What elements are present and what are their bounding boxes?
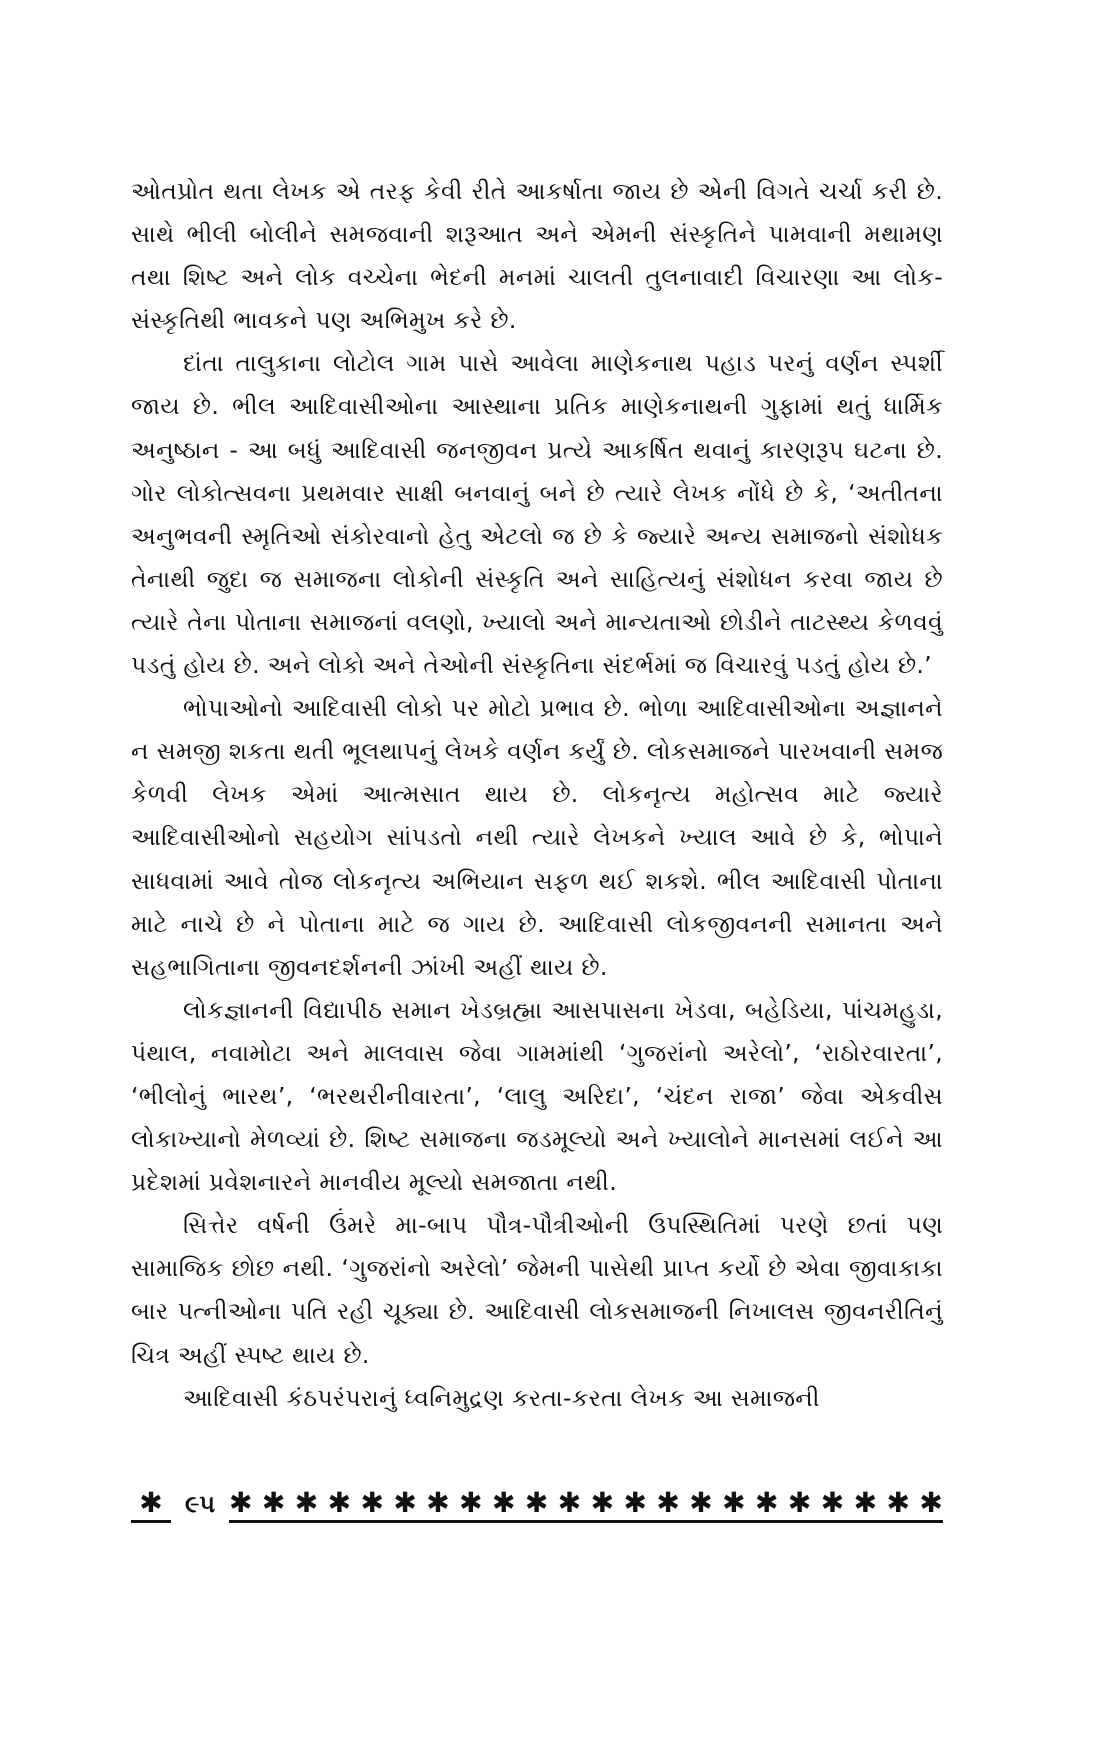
paragraph: લોકજ્ઞાનની વિદ્યાપીઠ સમાન ખેડબ્રહ્મા આસપાસના ખેડવા, બહેડિયા, પાંચમહુડા, પંથાલ, નવામોટા અને માલવાસ જેવા ગામમાંથી ‘ગુજરાંનો અરેલો’, ‘રાઠોરવારતા’, ‘ભીલોનું ભારથ’, ‘ભરથરીનીવારતા’, ‘લાલુ અરિદા’, ‘ચંદન રાજા’ જેવા એકવીસ લોકાખ્યાનો મેળવ્યાં છે. શિષ્ટ સમાજના જડમૂલ્યો અને ખ્યાલોને માનસમાં લઈને આ પ્રદેશમાં પ્રવેશનારને માનવીય મૂલ્યો સમજાતા નથી. [131,995,943,1197]
paragraph: ભોપાઓનો આદિવાસી લોકો પર મોટો પ્રભાવ છે. ભોળા આદિવાસીઓના અજ્ઞાનને ન સમજી શકતા થતી ભૂલથાપનું લેખકે વર્ણન કર્યું છે. લોકસમાજને પારખવાની સમજ કેળવી લેખક એમાં આત્મસાત થાય છે. લોકનૃત્ય મહોત્સવ માટે જ્યારે આદિવાસીઓનો સહયોગ સાંપડતો નથી ત્યારે લેખકને ખ્યાલ આવે છે કે, ભોપાને સાધવામાં આવે તોજ લોકનૃત્ય અભિયાન સફળ થઈ શકશે. ભીલ આદિવાસી પોતાના માટે નાચે છે ને પોતાના માટે જ ગાય છે. આદિવાસી લોકજીવનની સમાનતા અને સહભાગિતાના જીવનદર્શનની ઝાંખી અહીં થાય છે. [131,694,943,981]
footer-star-icon: ✱ [623,1488,647,1519]
footer-star-icon: ✱ [722,1488,746,1519]
footer-star-icon: ✱ [393,1488,417,1519]
paragraph: ઓતપ્રોત થતા લેખક એ તરફ કેવી રીતે આકર્ષાતા જાય છે એની વિગતે ચર્ચા કરી છે. સાથે ભીલી બોલીને સમજવાની શરૂઆત અને એમની સંસ્કૃતિને પામવાની મથામણ તથા શિષ્ટ અને લોક વચ્ચેના ભેદની મનમાં ચાલતી તુલનાવાદી વિચારણા આ લોક-સંસ્કૃતિથી ભાવકને પણ અભિમુખ કરે છે. [131,177,943,335]
footer-star-icon: ✱ [590,1488,615,1519]
footer-star-icon: ✱ [787,1488,812,1519]
body-text [131,170,943,1420]
footer-star-icon: ✱ [919,1488,943,1519]
footer-star-icon: ✱ [853,1488,878,1519]
footer-star-icon: ✱ [886,1488,910,1519]
footer-star-icon: ✱ [557,1488,582,1519]
footer-star-icon: ✱ [294,1488,319,1519]
paragraph: દાંતા તાલુકાના લોટોલ ગામ પાસે આવેલા માણેકનાથ પહાડ પરનું વર્ણન સ્પર્શી જાય છે. ભીલ આદિવાસીઓના આસ્થાના પ્રતિક માણેકનાથની ગુફામાં થતું ધાર્મિક અનુષ્ઠાન - આ બધું આદિવાસી જનજીવન પ્રત્યે આકર્ષિત થવાનું કારણરૂપ ઘટના છે. ગોર લોકોત્સવના પ્રથમવાર સાક્ષી બનવાનું બને છે ત્યારે લેખક નોંધે છે કે, ‘અતીતના અનુભવની સ્મૃતિઓ સંકોરવાનો હેતુ એટલો જ છે કે જ્યારે અન્ય સમાજનો સંશોધક તેનાથી જુદા જ સમાજના લોકોની સંસ્કૃતિ અને સાહિત્યનું સંશોધન કરવા જાય છે ત્યારે તેના પોતાના સમાજનાં વલણો, ખ્યાલો અને માન્યતાઓ છોડીને તાટસ્થ્ય કેળવવું પડતું હોય છે. અને લોકો અને તેઓની સંસ્કૃતિના સંદર્ભમાં જ વિચારવું પડતું હોય છે.’ [131,349,943,680]
footer-star-icon: ✱ [228,1488,253,1519]
footer-star-icon: ✱ [656,1488,680,1519]
footer-star-icon: ✱ [524,1488,549,1519]
footer-star-icon: ✱ [689,1488,713,1519]
footer-star-icon: ✱ [360,1488,384,1519]
paragraph: સિત્તેર વર્ષની ઉંમરે મા-બાપ પૌત્ર-પૌત્રીઓની ઉપસ્થિતિમાં પરણે છતાં પણ સામાજિક છોછ નથી. ‘ગુજરાંનો અરેલો’ જેમની પાસેથી પ્રાપ્ત કર્યો છે એવા જીવાકાકા બાર પત્નીઓના પતિ રહી ચૂક્યા છે. આદિવાસી લોકસમાજની નિખાલસ જીવનરીતિનું ચિત્ર અહીં સ્પષ્ટ થાય છે. [131,1211,943,1369]
paragraph: આદિવાસી કંઠપરંપરાનું ધ્વનિમુદ્રણ કરતા-કરતા લેખક આ સમાજની [183,1383,820,1412]
page-footer [131,1483,943,1523]
footer-star-icon: ✱ [327,1488,352,1519]
page-number: ૯૫ [185,1490,215,1518]
footer-star-icon: ✱ [491,1488,516,1519]
footer-star-icon: ✱ [459,1488,483,1519]
footer-star-icon: ✱ [261,1488,286,1519]
footer-star-icon: ✱ [131,1488,171,1523]
footer-star-icon: ✱ [754,1488,779,1519]
footer-star-icon: ✱ [820,1488,845,1519]
footer-star-row [229,1488,943,1523]
footer-star-icon: ✱ [426,1488,450,1519]
